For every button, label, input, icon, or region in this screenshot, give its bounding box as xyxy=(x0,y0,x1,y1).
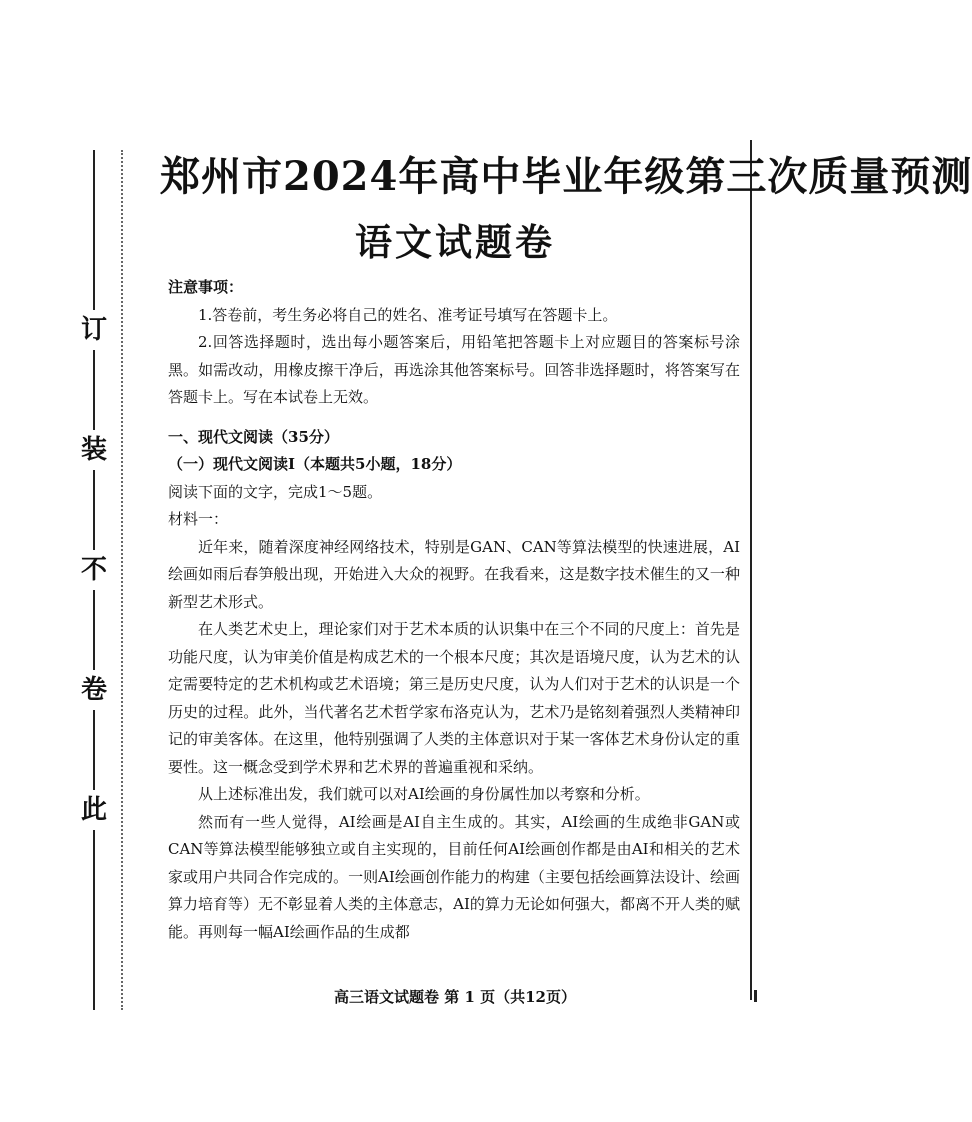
right-margin-mark xyxy=(754,990,757,1002)
binding-dotted-line xyxy=(121,150,123,1010)
page-title: 郑州市2024年高中毕业年级第三次质量预测 xyxy=(160,153,972,200)
binding-char: 此 xyxy=(80,790,108,830)
page-subtitle: 语文试题卷 xyxy=(355,220,555,264)
passage-paragraph: 在人类艺术史上，理论家们对于艺术本质的认识集中在三个不同的尺度上：首先是功能尺度，认为审美价值是构成艺术的一个根本尺度；其次是语境尺度，认为艺术的认定需要特定的艺术机构或艺术语境；第三是历史尺度，认为人们对于艺术的认识是一个历史的过程。此外，当代著名艺术哲学家布洛克认为，艺术乃是铭刻着强烈人类精神印记的审美客体。在这里，他特别强调了人类的主体意识对于某一客体艺术身份认定的重要性。这一概念受到学术界和艺术界的普遍重视和采纳。 xyxy=(168,620,740,776)
passage-paragraph: 然而有一些人觉得，AI绘画是AI自主生成的。其实，AI绘画的生成绝非GAN或CAN等算法模型能够独立或自主实现的，目前任何AI绘画创作都是由AI和相关的艺术家或用户共同合作完成的。一则AI绘画创作能力的构建（主要包括绘画算法设计、绘画算力培育等）无不彰显着人类的主体意志，AI的算力无论如何强大，都离不开人类的赋能。再则每一幅AI绘画作品的生成都 xyxy=(168,812,740,941)
binding-char: 装 xyxy=(80,430,108,470)
section-heading: 一、现代文阅读（35分） xyxy=(168,427,339,446)
binding-char: 不 xyxy=(80,550,108,590)
binding-margin xyxy=(70,150,130,1010)
exam-content xyxy=(168,274,740,946)
right-margin-rule xyxy=(750,140,752,1000)
material-label: 材料一： xyxy=(168,510,229,528)
binding-char: 卷 xyxy=(80,670,108,710)
notice-item: 2.回答选择题时，选出每小题答案后，用铅笔把答题卡上对应题目的答案标号涂黑。如需改动，用橡皮擦干净后，再选涂其他答案标号。回答非选择题时，将答案写在答题卡上。写在本试卷上无效。 xyxy=(168,333,740,406)
page-footer: 高三语文试题卷 第 1 页（共12页） xyxy=(334,988,576,1006)
passage-paragraph: 从上述标准出发，我们就可以对AI绘画的身份属性加以考察和分析。 xyxy=(198,785,650,803)
reading-instruction: 阅读下面的文字，完成1～5题。 xyxy=(168,482,383,501)
notice-item: 1.答卷前，考生务必将自己的姓名、准考证号填写在答题卡上。 xyxy=(198,305,618,324)
section-subheading: （一）现代文阅读Ⅰ（本题共5小题，18分） xyxy=(168,455,462,473)
passage-paragraph: 近年来，随着深度神经网络技术，特别是GAN、CAN等算法模型的快速进展，AI绘画如雨后春笋般出现，开始进入大众的视野。在我看来，这是数字技术催生的又一种新型艺术形式。 xyxy=(168,537,740,611)
binding-char: 订 xyxy=(80,310,108,350)
notice-heading: 注意事项： xyxy=(168,278,244,296)
